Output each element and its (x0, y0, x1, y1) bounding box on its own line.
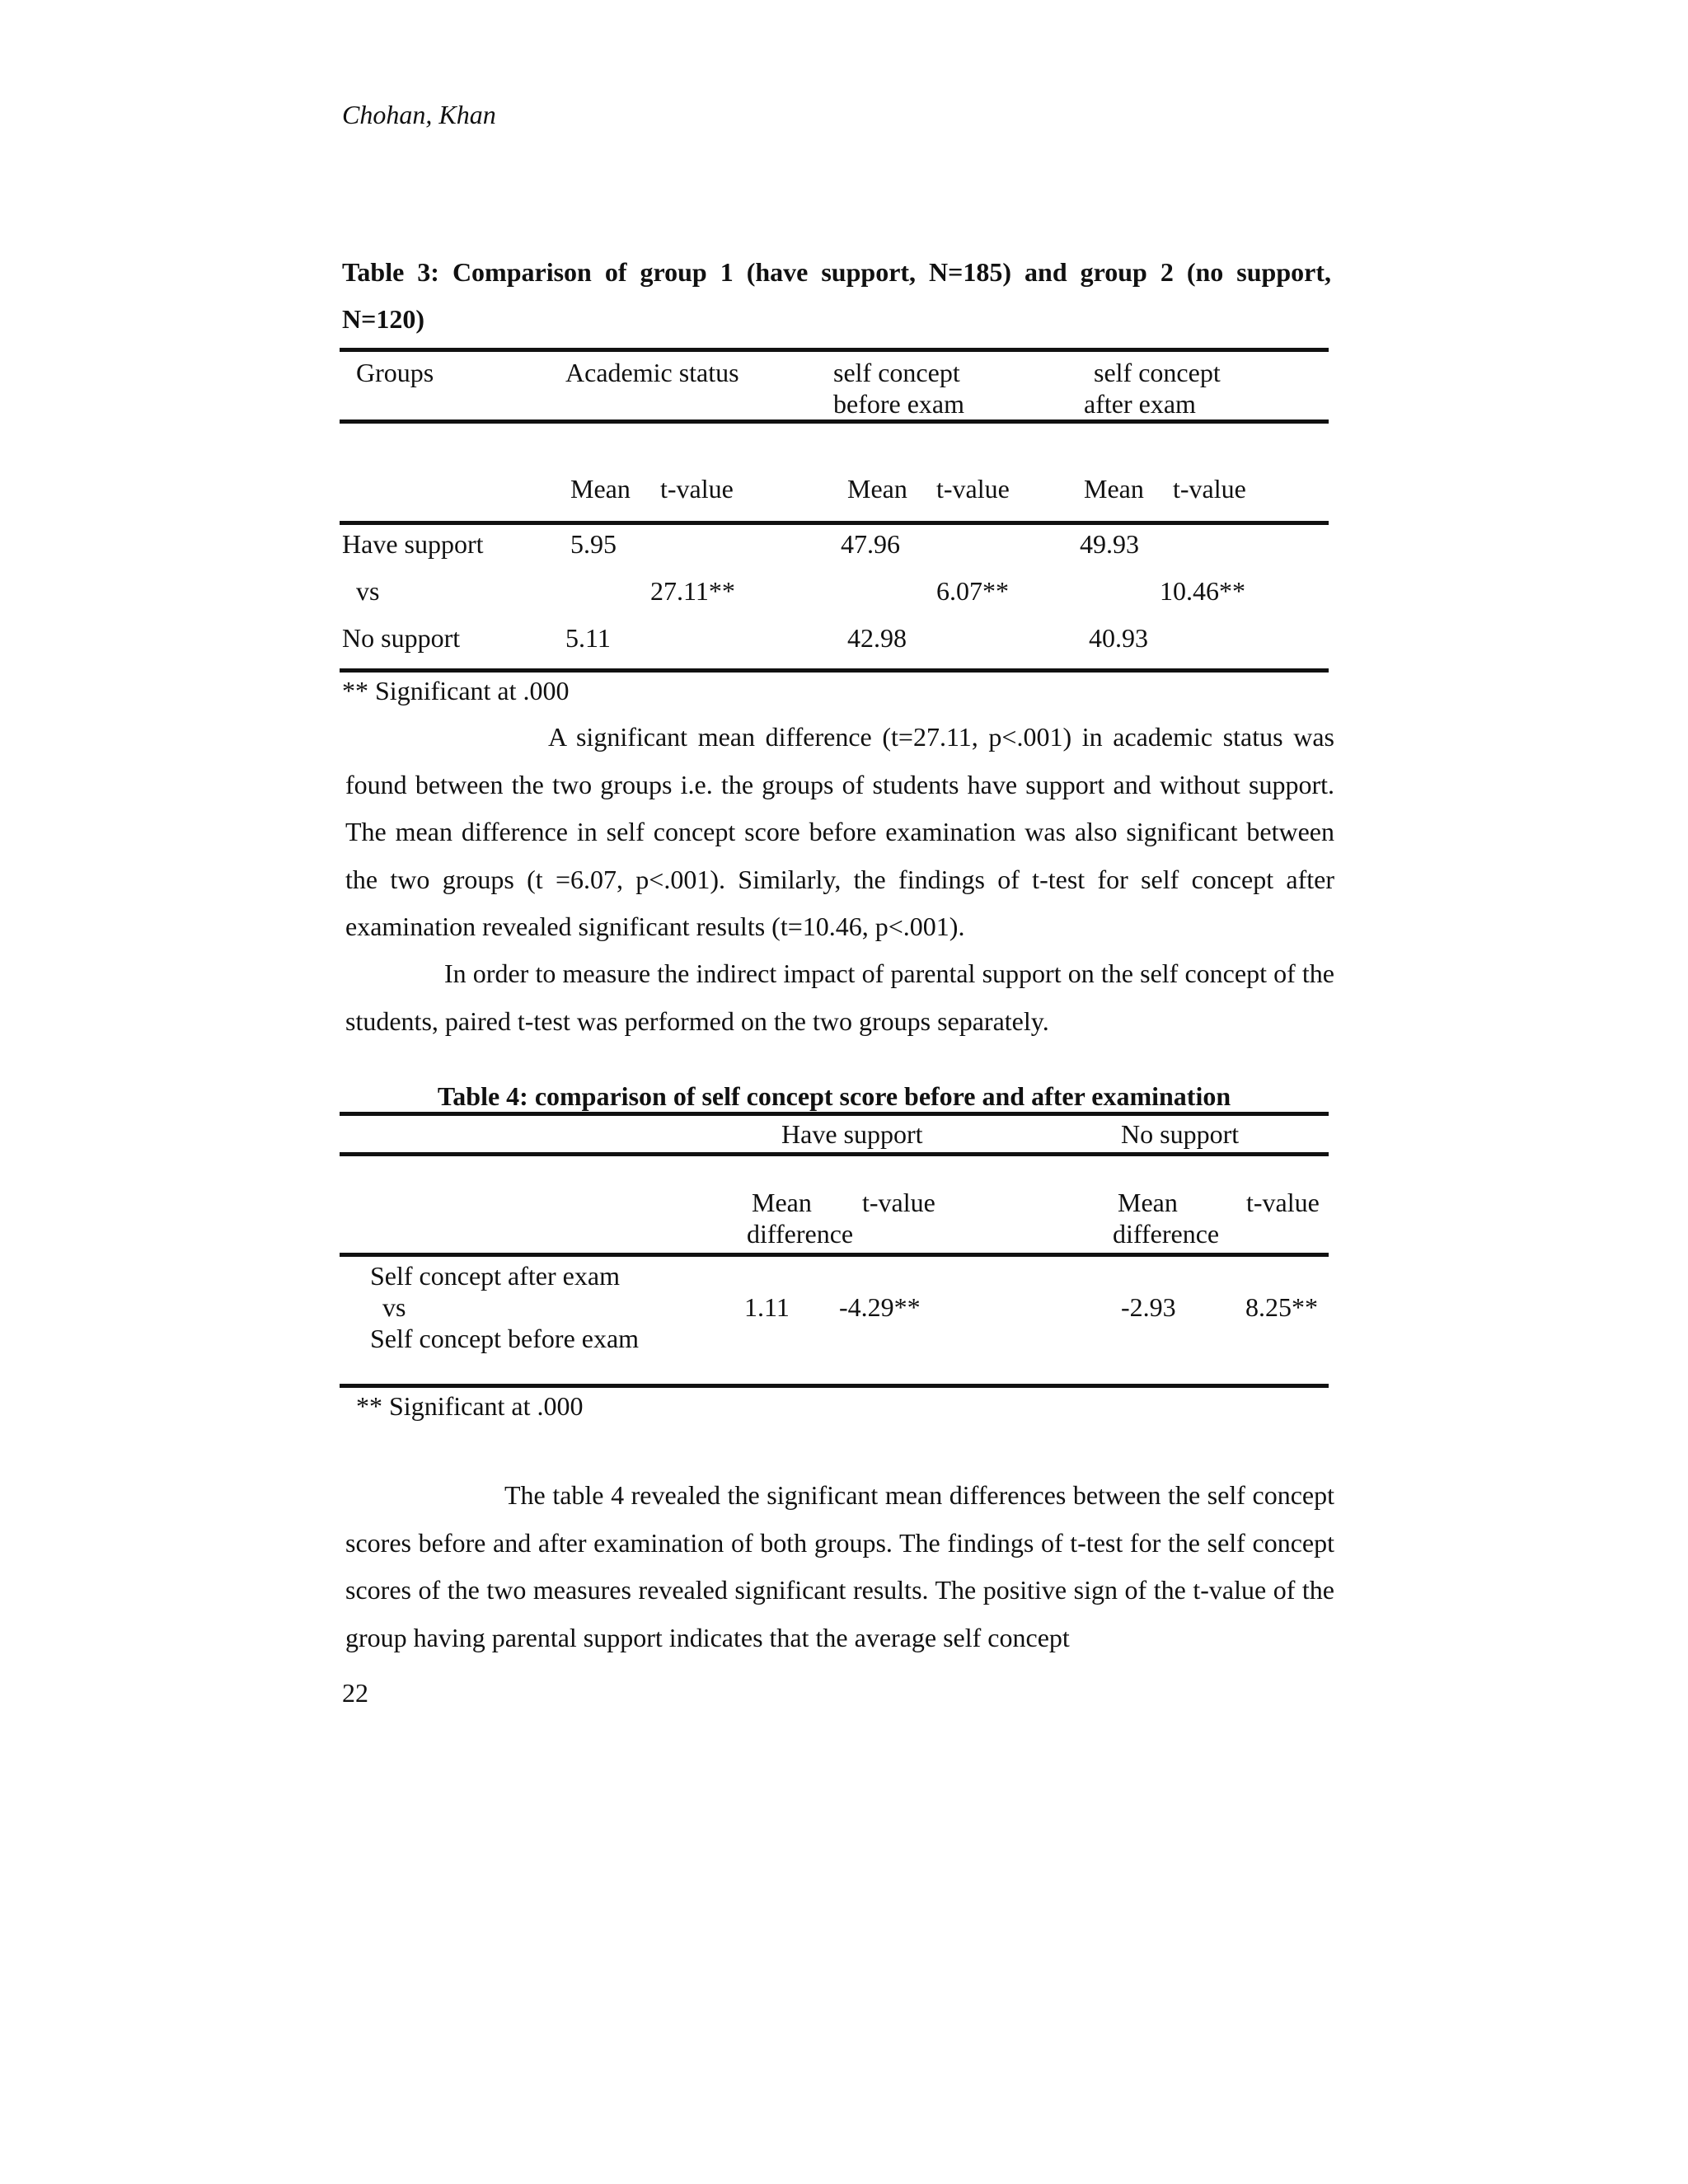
table4-have-mean-diff: 1.11 (744, 1292, 790, 1322)
table3-top-rule (340, 348, 1329, 352)
table3-have-before-mean: 47.96 (841, 529, 900, 559)
paragraph-2-text: In order to measure the indirect impact of parental support on the self concept of the students, paired t-test was performed on the two groups separately. (345, 958, 1334, 1036)
running-head: Chohan, Khan (342, 100, 496, 129)
table4-have-sub-mean-2: difference (747, 1219, 854, 1249)
table4-caption: Table 4: comparison of self concept score before and after examination (437, 1081, 1231, 1111)
table3-note: ** Significant at .000 (342, 676, 570, 705)
table3-header-before-1: self concept (833, 358, 960, 387)
table3-caption-line2: N=120) (342, 304, 424, 334)
table4-group-no: No support (1121, 1119, 1240, 1149)
table4-no-sub-mean-1: Mean (1118, 1188, 1178, 1217)
paragraph-3 (345, 1472, 1334, 1661)
table4-body-rule (340, 1253, 1329, 1257)
table3-sub-t-academic: t-value (660, 474, 734, 504)
table4-group-have: Have support (781, 1119, 923, 1149)
paragraph-2 (345, 950, 1334, 1045)
paragraph-1-text: A significant mean difference (t=27.11, p<.001) in academic status was found between the two groups i.e. the groups of students have support and without support. The mean difference in self concept score before examination was also significant between the two groups (t =6.07, p<.001). Similarly, the findings of t-test for self concept after examination revealed significant results (t=10.46, p<.001). (345, 722, 1334, 941)
table3-sub-t-before: t-value (936, 474, 1010, 504)
table3-header-rule (340, 419, 1329, 424)
table3-header-groups: Groups (356, 358, 434, 387)
table3-sub-mean-academic: Mean (570, 474, 631, 504)
table3-have-academic-mean: 5.95 (570, 529, 617, 559)
table4-row-label-2: vs (382, 1292, 406, 1322)
table4-have-sub-mean-1: Mean (752, 1188, 812, 1217)
table3-academic-t: 27.11** (650, 576, 735, 606)
table3-no-academic-mean: 5.11 (565, 623, 611, 653)
table3-caption-line1: Table 3: Comparison of group 1 (have support, N=185) and group 2 (no support, (342, 257, 1331, 287)
table4-header-rule (340, 1152, 1329, 1156)
table3-body-rule (340, 521, 1329, 525)
table4-bottom-rule (340, 1384, 1329, 1388)
table3-sub-mean-after: Mean (1084, 474, 1144, 504)
table4-top-rule (340, 1112, 1329, 1116)
table3-header-after-2: after exam (1084, 389, 1196, 419)
table3-after-t: 10.46** (1160, 576, 1245, 606)
table3-header-before-2: before exam (833, 389, 965, 419)
paragraph-1 (345, 714, 1334, 951)
table3-no-before-mean: 42.98 (847, 623, 907, 653)
table3-header-academic: Academic status (565, 358, 739, 387)
table3-before-t: 6.07** (936, 576, 1009, 606)
table4-note: ** Significant at .000 (356, 1391, 584, 1421)
table4-no-t: 8.25** (1245, 1292, 1318, 1322)
table3-row-have-label: Have support (342, 529, 484, 559)
table4-have-t: -4.29** (839, 1292, 921, 1322)
table4-no-sub-mean-2: difference (1113, 1219, 1220, 1249)
paragraph-3-text: The table 4 revealed the significant mean differences between the self concept scores before and after examination of both groups. The findings of t-test for the self concept scores of the two measures revealed significant results. The positive sign of the t-value of the group having parental support indicates that the average self concept (345, 1480, 1334, 1652)
table3-no-after-mean: 40.93 (1089, 623, 1148, 653)
table3-sub-t-after: t-value (1173, 474, 1246, 504)
table3-bottom-rule (340, 668, 1329, 673)
table3-row-no-label: No support (342, 623, 461, 653)
page-number: 22 (342, 1678, 368, 1708)
table3-have-after-mean: 49.93 (1080, 529, 1139, 559)
table4-row-label-3: Self concept before exam (370, 1324, 640, 1353)
table4-row-label-1: Self concept after exam (370, 1261, 620, 1291)
table3-header-after-1: self concept (1094, 358, 1221, 387)
table4-no-mean-diff: -2.93 (1121, 1292, 1176, 1322)
table3-sub-mean-before: Mean (847, 474, 907, 504)
table3-row-vs-label: vs (356, 576, 380, 606)
table4-no-sub-t: t-value (1246, 1188, 1320, 1217)
table4-have-sub-t: t-value (862, 1188, 935, 1217)
